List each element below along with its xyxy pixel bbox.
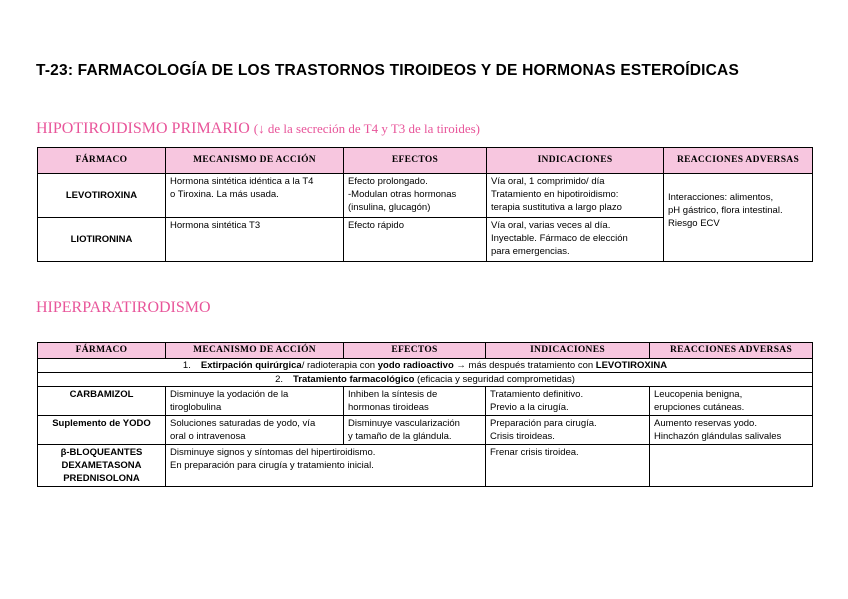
effects-cell: Disminuye vascularización y tamaño de la glándula.: [344, 416, 486, 445]
page-title: T-23: FARMACOLOGÍA DE LOS TRASTORNOS TIROIDEOS Y DE HORMONAS ESTEROÍDICAS: [36, 62, 739, 79]
indications-cell: Preparación para cirugía. Crisis tiroideas.: [486, 416, 650, 445]
col-header: INDICACIONES: [487, 148, 664, 174]
indications-cell: Vía oral, 1 comprimido/ día Tratamiento en hipotiroidismo: terapia sustitutiva a largo plazo: [487, 174, 664, 218]
col-header: FÁRMACO: [38, 148, 166, 174]
indications-cell: Tratamiento definitivo. Previo a la cirugía.: [486, 387, 650, 416]
hipotiroidismo-table: [37, 147, 813, 262]
drug-name: CARBAMIZOL: [38, 387, 166, 416]
drug-name-group: [38, 445, 166, 487]
table-row: [38, 387, 813, 416]
drug-name: PREDNISOLONA: [63, 473, 140, 484]
header-row: [38, 148, 813, 174]
table-row: [38, 174, 813, 218]
section-heading-hipotiroidismo: [36, 120, 480, 138]
adverse-reactions-cell: Interacciones: alimentos, pH gástrico, flora intestinal. Riesgo ECV: [664, 174, 813, 262]
adverse-reactions-cell: Aumento reservas yodo. Hinchazón glándulas salivales: [650, 416, 813, 445]
col-header: EFECTOS: [344, 148, 487, 174]
effects-cell: Efecto rápido: [344, 218, 487, 262]
mechanism-cell: Soluciones saturadas de yodo, vía oral o intravenosa: [166, 416, 344, 445]
table-row: [38, 445, 813, 487]
col-header: INDICACIONES: [486, 343, 650, 359]
effects-cell: Efecto prolongado. -Modulan otras hormonas (insulina, glucagón): [344, 174, 487, 218]
effects-cell: Inhiben la síntesis de hormonas tiroideas: [344, 387, 486, 416]
drug-name: LEVOTIROXINA: [38, 174, 166, 218]
section-subtitle: (↓ de la secreción de T4 y T3 de la tiroides): [253, 121, 481, 136]
table-row: [38, 416, 813, 445]
col-header: REACCIONES ADVERSAS: [650, 343, 813, 359]
mechanism-cell: Hormona sintética idéntica a la T4 o Tiroxina. La más usada.: [166, 174, 344, 218]
adverse-reactions-cell: Leucopenia benigna, erupciones cutáneas.: [650, 387, 813, 416]
col-header: REACCIONES ADVERSAS: [664, 148, 813, 174]
col-header: EFECTOS: [344, 343, 486, 359]
drug-name: LIOTIRONINA: [38, 218, 166, 262]
treatment-option: 1. Extirpación quirúrgica/ radioterapia con yodo radioactivo → más después tratamiento con LEVOTIROXINA: [38, 359, 813, 373]
drug-name: β-BLOQUEANTES: [60, 447, 143, 458]
mechanism-cell: Disminuye signos y síntomas del hipertiroidismo. En preparación para cirugía y tratamiento inicial.: [166, 445, 486, 487]
treatment-row-pharmacological: [38, 373, 813, 387]
section-title: HIPOTIROIDISMO PRIMARIO: [36, 120, 250, 137]
section-heading-hiperparatirodismo: HIPERPARATIRODISMO: [36, 299, 211, 316]
drug-name: Suplemento de YODO: [38, 416, 166, 445]
drug-name: DEXAMETASONA: [61, 460, 142, 471]
header-row: [38, 343, 813, 359]
indications-cell: Vía oral, varias veces al día. Inyectable. Fármaco de elección para emergencias.: [487, 218, 664, 262]
adverse-reactions-cell: [650, 445, 813, 487]
indications-cell: Frenar crisis tiroidea.: [486, 445, 650, 487]
col-header: MECANISMO DE ACCIÓN: [166, 343, 344, 359]
mechanism-cell: Disminuye la yodación de la tiroglobulina: [166, 387, 344, 416]
col-header: MECANISMO DE ACCIÓN: [166, 148, 344, 174]
hiperparatirodismo-table: [37, 342, 813, 487]
mechanism-cell: Hormona sintética T3: [166, 218, 344, 262]
treatment-option: 2. Tratamiento farmacológico (eficacia y seguridad comprometidas): [38, 373, 813, 387]
treatment-row-surgery: [38, 359, 813, 373]
col-header: FÁRMACO: [38, 343, 166, 359]
